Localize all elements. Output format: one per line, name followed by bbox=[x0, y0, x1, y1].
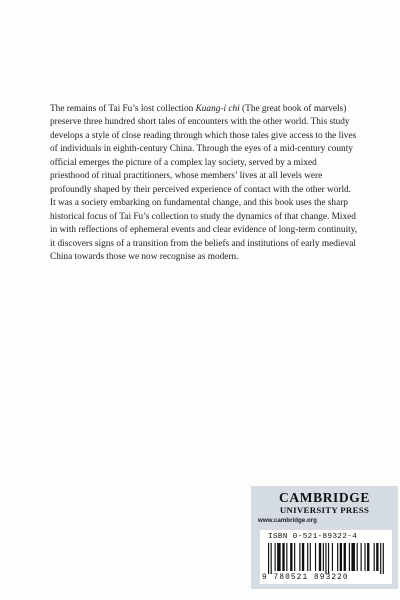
barcode-bar bbox=[351, 543, 355, 571]
barcode-bar bbox=[344, 543, 346, 571]
barcode-bar bbox=[294, 543, 295, 571]
barcode-panel bbox=[260, 530, 392, 584]
cover-blurb bbox=[50, 103, 358, 264]
barcode-bar bbox=[315, 543, 316, 571]
barcode-bar bbox=[349, 543, 350, 571]
barcode-bar bbox=[340, 543, 342, 571]
barcode-bar bbox=[310, 543, 311, 571]
barcode-bar bbox=[271, 543, 272, 574]
barcode-digits: 9 780521 893220 bbox=[262, 574, 349, 582]
barcode-bar bbox=[319, 543, 321, 571]
barcode-bar bbox=[286, 543, 287, 571]
blurb-body: (The great book of marvels) preserve three hundred short tales of encounters with the other world. This study develops a style of close reading through which those tales give access to the lives of individuals in eighth-century China. Through the eyes of a mid-century county official emerges the picture of a complex lay society, served by a mixed priesthood of ritual practitioners, whose members’ lives at all levels were profoundly shaped by their perceived experience of contact with the other world. It was a society embarking on fundamental change, and this book uses the sharp historical focus of Tai Fu’s collection to study the dynamics of that change. Mixed in with reflections of ephemeral events and clear evidence of long-term continuity, it discovers signs of a transition from the beliefs and institutions of early medieval China towards those we now recognise as modern. bbox=[50, 104, 358, 262]
barcode-bar bbox=[307, 543, 308, 571]
barcode-bar bbox=[290, 543, 292, 571]
barcode-bar bbox=[364, 543, 365, 571]
barcode-bar bbox=[332, 543, 333, 571]
barcode-bar bbox=[337, 543, 338, 571]
barcode-bar bbox=[277, 543, 281, 571]
barcode-bar bbox=[299, 543, 300, 571]
barcode-bar bbox=[323, 543, 324, 571]
publisher-name: CAMBRIDGE bbox=[279, 490, 370, 505]
barcode-bar bbox=[376, 543, 378, 571]
barcode-bar bbox=[383, 543, 384, 574]
barcode-bar bbox=[275, 543, 276, 571]
barcode-bar bbox=[357, 543, 358, 571]
blurb-lead: The remains of Tai Fu’s lost collection bbox=[50, 104, 196, 114]
barcode-bar bbox=[282, 543, 284, 571]
barcode-bar bbox=[367, 543, 369, 571]
barcode-bar bbox=[268, 543, 269, 574]
isbn-label: ISBN 0-521-89322-4 bbox=[268, 533, 358, 541]
barcode-bar bbox=[328, 543, 329, 574]
barcode-bar bbox=[380, 543, 381, 574]
publisher-subtitle: UNIVERSITY PRESS bbox=[279, 505, 370, 515]
barcode-bar bbox=[361, 543, 362, 571]
book-title-italic: Kuang-i chi bbox=[195, 104, 240, 114]
barcode-bar bbox=[325, 543, 326, 574]
barcode-bar bbox=[374, 543, 375, 571]
barcode-bar bbox=[302, 543, 304, 571]
publisher-url: www.cambridge.org bbox=[258, 517, 317, 524]
barcode-icon bbox=[266, 543, 386, 574]
